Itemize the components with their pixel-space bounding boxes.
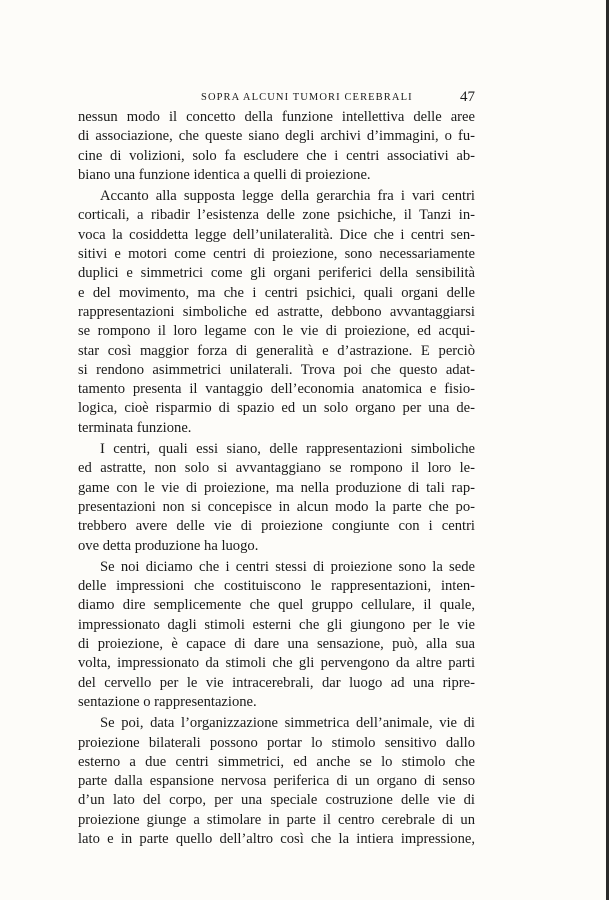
text-line: sitivi e motori come centri di proiezione, sono necessariamente [78,246,475,263]
text-line: del cervello per le vie intracerebrali, dar luogo ad una ripre- [78,674,475,691]
text-line: terminata funzione. [78,419,192,436]
paragraph-1 [78,108,475,185]
text-line: impressionato dagli stimoli esterni che gli giungono per le vie [78,616,475,633]
paragraph-3 [78,440,475,556]
text-line: Se poi, data l’organizzazione simmetrica dell’animale, vie di [100,715,475,732]
text-line: presentazioni non si concepisce in alcun modo la parte che po- [78,498,475,515]
text-line: tamento presenta il vantaggio dell’economia anatomica e fisio- [78,381,475,398]
text-line: sentazione o rappresentazione. [78,693,257,710]
paragraph-2 [78,187,475,438]
text-line: volta, impressionato da stimoli che gli pervengono da altre parti [78,655,475,672]
text-line: voca la cosiddetta legge dell’unilateralità. Dice che i centri sen- [78,226,475,243]
text-line: biano una funzione identica a quelli di proiezione. [78,166,371,183]
text-line: se rompono il loro legame con le vie di proiezione, ed acqui- [78,323,475,340]
text-line: star così maggior forza di generalità e d’astrazione. E perciò [78,342,475,359]
text-line: e del movimento, ma che i centri psichici, quali organi delle [78,284,475,301]
text-line: esterno a due centri simmetrici, ed anche se lo stimolo che [78,753,475,770]
text-line: proiezione bilaterali possono portar lo stimolo sensitivo dallo [78,734,475,751]
text-line: nessun modo il concetto della funzione intellettiva delle aree [78,109,475,125]
text-line: duplici e simmetrici come gli organi periferici della sensibilità [78,265,475,282]
text-line: si rendono asimmetrici unilaterali. Trova poi che questo adat- [78,361,475,378]
text-line: Se noi diciamo che i centri stessi di proiezione sono la sede [100,558,475,575]
text-line: lato e in parte quello dell’altro così che la intiera impressione, [78,830,475,847]
text-line: game con le vie di proiezione, ma nella produzione di tali rap- [78,479,475,496]
text-line: parte dalla espansione nervosa periferica di un organo di senso [78,773,475,790]
paragraph-4 [78,558,475,712]
text-line: cine di volizioni, solo fa escludere che i centri associativi ab- [78,147,475,164]
text-line: delle impressioni che costituiscono le rappresentazioni, inten- [78,578,475,595]
body-text [78,108,475,849]
page-number: 47 [460,89,475,105]
text-line: di associazione, che queste siano degli archivi d’immagini, o fu- [78,128,475,145]
text-line: di proiezione, è capace di dare una sensazione, può, alla sua [78,636,475,653]
text-line: I centri, quali essi siano, delle rappresentazioni simboliche [100,441,475,458]
text-line: corticali, a ribadir l’esistenza delle zone psichiche, il Tanzi in- [78,207,475,224]
text-line: ove detta produzione ha luogo. [78,537,259,554]
paragraph-5 [78,714,475,849]
text-line: d’un lato del corpo, per una speciale costruzione delle vie di [78,792,475,809]
text-line: logica, cioè risparmio di spazio ed un solo organo per una de- [78,400,475,417]
text-line: diamo dire semplicemente che quel gruppo cellulare, il quale, [78,597,475,614]
page-header [78,89,475,109]
text-line: trebbero avere delle vie di proiezione congiunte con i centri [78,518,475,535]
running-title: SOPRA ALCUNI TUMORI CEREBRALI [201,92,413,103]
text-line: proiezione giunge a stimolare in parte il centro cerebrale di un [78,811,475,828]
text-line: ed astratte, non solo si avvantaggiano se rompono il loro le- [78,460,475,477]
text-line: Accanto alla supposta legge della gerarchia fra i vari centri [100,188,475,205]
text-line: rappresentazioni simboliche ed astratte, debbono avvantaggiarsi [78,303,475,320]
